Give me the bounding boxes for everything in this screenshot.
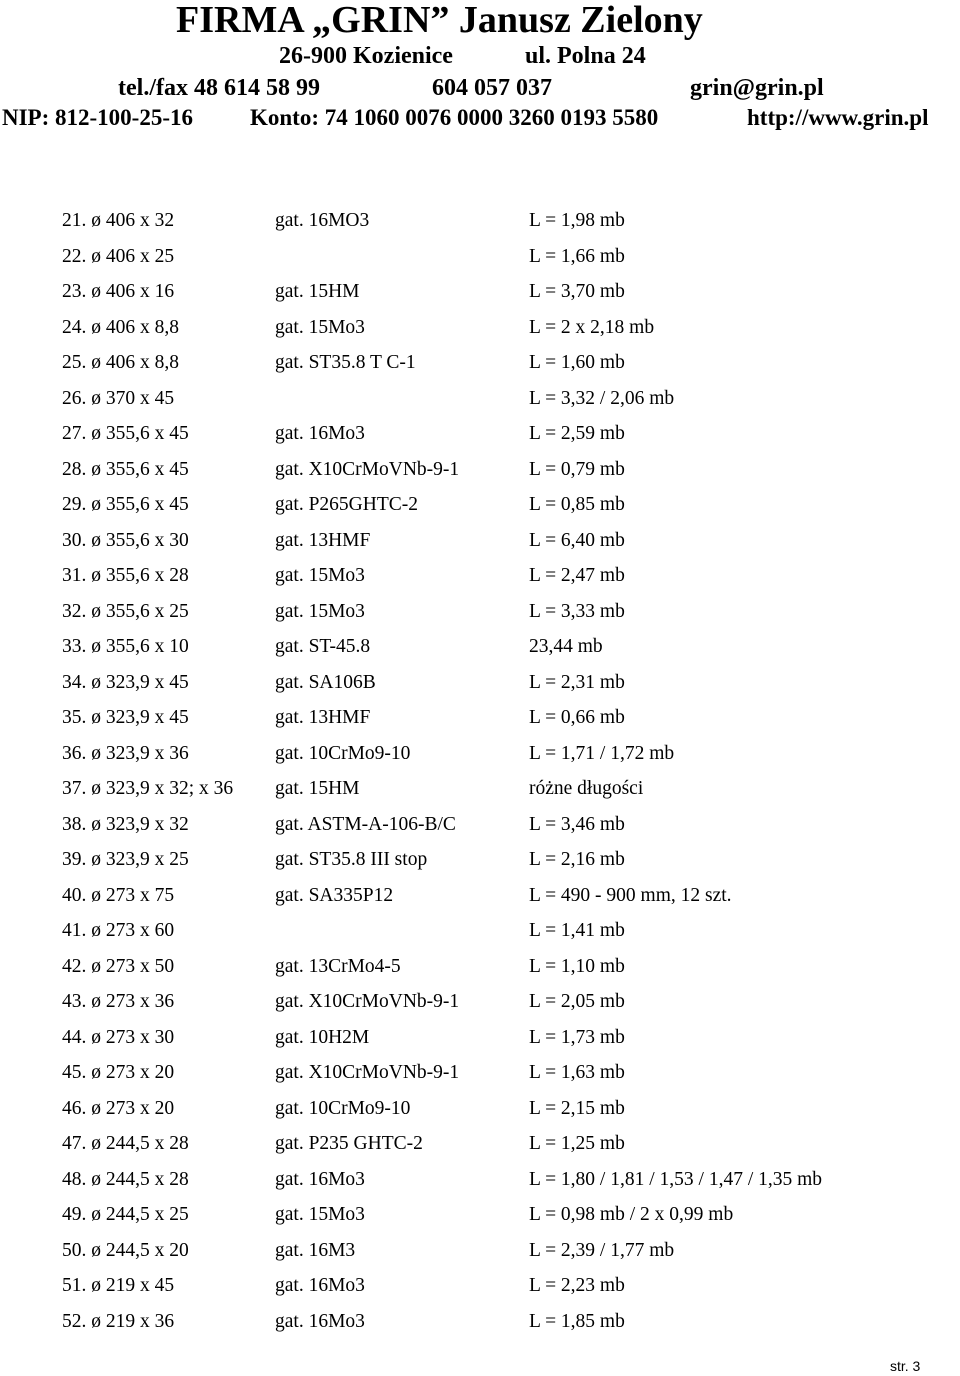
item-grade: gat. 16Mo3 [275, 1310, 365, 1332]
item-number: 48. [62, 1168, 87, 1190]
item-size: ø 355,6 x 45 [91, 423, 189, 444]
item-size: ø 323,9 x 25 [91, 849, 189, 870]
address-street: ul. Polna 24 [525, 43, 646, 69]
item-size: ø 406 x 32 [91, 210, 175, 231]
item-size: ø 219 x 36 [91, 1310, 175, 1332]
item-length: L = 1,25 mb [529, 1133, 625, 1154]
item-length: L = 2,15 mb [529, 1097, 625, 1119]
item-grade: gat. 10H2M [275, 1026, 370, 1048]
item-number: 27. [62, 423, 87, 444]
item-number: 39. [62, 849, 87, 870]
item-length: L = 2,47 mb [529, 565, 625, 586]
item-grade: gat. ST-45.8 [275, 636, 371, 657]
item-length: L = 1,98 mb [529, 210, 625, 231]
list-item [0, 1057, 960, 1093]
item-number: 21. [62, 210, 87, 231]
item-number: 47. [62, 1133, 87, 1154]
item-number: 31. [62, 565, 87, 586]
list-item [0, 631, 960, 667]
list-item [0, 951, 960, 987]
item-number: 52. [62, 1310, 87, 1332]
address-postcode: 26-900 Kozienice [279, 43, 453, 69]
list-item [0, 1270, 960, 1306]
item-length: L = 1,71 / 1,72 mb [529, 742, 675, 764]
item-grade: gat. 16Mo3 [275, 1275, 365, 1296]
item-length: L = 3,33 mb [529, 600, 625, 622]
item-number: 51. [62, 1275, 87, 1296]
item-length: L = 2,05 mb [529, 991, 625, 1012]
item-number: 40. [62, 884, 87, 906]
list-item [0, 915, 960, 951]
item-size: ø 244,5 x 25 [91, 1204, 189, 1225]
item-number-size [62, 1133, 189, 1155]
item-number-size [62, 814, 189, 836]
item-length: L = 3,32 / 2,06 mb [529, 387, 675, 409]
list-item [0, 205, 960, 241]
page-number: str. 3 [890, 1358, 921, 1374]
item-number-size [62, 317, 179, 339]
item-length: L = 3,46 mb [529, 813, 625, 835]
item-grade: gat. X10CrMoVNb-9-1 [275, 458, 460, 480]
item-length: L = 1,60 mb [529, 352, 625, 373]
company-name: FIRMA „GRIN” Janusz Zielony [176, 0, 703, 41]
item-number: 29. [62, 494, 87, 515]
item-size: ø 273 x 50 [91, 955, 175, 977]
item-grade: gat. 13CrMo4-5 [275, 955, 401, 977]
item-length: L = 0,85 mb [529, 494, 625, 515]
item-size: ø 406 x 8,8 [91, 352, 179, 373]
item-length: L = 2 x 2,18 mb [529, 316, 655, 338]
list-item [0, 1235, 960, 1271]
item-number: 45. [62, 1062, 87, 1083]
item-size: ø 219 x 45 [91, 1275, 175, 1296]
item-number-size [62, 707, 189, 729]
item-grade: gat. 15HM [275, 778, 360, 799]
item-number-size [62, 1240, 189, 1262]
item-number-size [62, 778, 233, 800]
item-number: 24. [62, 316, 87, 338]
item-size: ø 273 x 36 [91, 991, 175, 1012]
item-number: 35. [62, 707, 87, 728]
item-length: L = 0,98 mb / 2 x 0,99 mb [529, 1204, 734, 1225]
item-number-size [62, 210, 174, 232]
item-length: różne długości [529, 778, 644, 799]
item-grade: gat. 16Mo3 [275, 423, 365, 444]
item-size: ø 355,6 x 25 [91, 600, 189, 622]
item-number-size [62, 1275, 174, 1297]
item-number: 36. [62, 742, 87, 764]
item-grade: gat. 13HMF [275, 529, 371, 551]
item-grade: gat. P265GHTC-2 [275, 494, 418, 515]
item-size: ø 323,9 x 36 [91, 742, 189, 764]
item-length: L = 2,39 / 1,77 mb [529, 1239, 675, 1261]
item-size: ø 273 x 30 [91, 1026, 175, 1048]
item-size: ø 244,5 x 28 [91, 1168, 189, 1190]
item-number-size [62, 494, 189, 516]
item-number-size [62, 1098, 174, 1120]
item-grade: gat. 15Mo3 [275, 1204, 365, 1225]
item-length: L = 6,40 mb [529, 529, 625, 551]
list-item [0, 525, 960, 561]
list-item [0, 1022, 960, 1058]
item-number: 43. [62, 991, 87, 1012]
item-length: L = 2,31 mb [529, 671, 625, 693]
item-number-size [62, 885, 174, 907]
item-grade: gat. X10CrMoVNb-9-1 [275, 991, 460, 1012]
item-length: L = 2,23 mb [529, 1275, 625, 1296]
list-item [0, 418, 960, 454]
contact-line [0, 75, 960, 107]
email-link[interactable]: grin@grin.pl [690, 75, 824, 101]
nip-number: NIP: 812-100-25-16 [2, 105, 193, 130]
item-length: 23,44 mb [529, 636, 603, 657]
list-item [0, 844, 960, 880]
item-grade: gat. 16MO3 [275, 210, 370, 231]
item-number-size [62, 920, 174, 942]
item-number: 25. [62, 352, 87, 373]
item-size: ø 323,9 x 32; x 36 [91, 778, 234, 799]
item-length: L = 3,70 mb [529, 281, 625, 302]
mobile-phone: 604 057 037 [432, 75, 552, 101]
item-number: 50. [62, 1239, 87, 1261]
item-grade: gat. 10CrMo9-10 [275, 742, 411, 764]
list-item [0, 1164, 960, 1200]
item-number-size [62, 672, 189, 694]
item-size: ø 323,9 x 45 [91, 707, 189, 728]
item-size: ø 244,5 x 28 [91, 1133, 189, 1154]
list-item [0, 560, 960, 596]
item-number-size [62, 388, 174, 410]
item-grade: gat. ST35.8 III stop [275, 849, 428, 870]
item-number: 38. [62, 813, 87, 835]
address-line [0, 43, 960, 75]
item-grade: gat. 15Mo3 [275, 316, 365, 338]
list-item [0, 986, 960, 1022]
item-number: 44. [62, 1026, 87, 1048]
item-number: 41. [62, 920, 87, 941]
item-size: ø 406 x 8,8 [91, 316, 179, 338]
list-item [0, 241, 960, 277]
item-number-size [62, 565, 189, 587]
item-length: L = 2,16 mb [529, 849, 625, 870]
item-size: ø 323,9 x 45 [91, 671, 189, 693]
list-item [0, 667, 960, 703]
item-number-size [62, 1204, 189, 1226]
item-number-size [62, 1169, 189, 1191]
item-number-size [62, 1311, 174, 1333]
item-length: L = 1,10 mb [529, 955, 625, 977]
item-number-size [62, 636, 189, 658]
item-number-size [62, 352, 179, 374]
list-item [0, 1199, 960, 1235]
pipe-list [0, 205, 960, 1341]
website-link[interactable]: http://www.grin.pl [747, 105, 929, 130]
item-number: 42. [62, 955, 87, 977]
item-number: 34. [62, 671, 87, 693]
item-size: ø 355,6 x 45 [91, 494, 189, 515]
item-length: L = 0,79 mb [529, 458, 625, 480]
item-number: 46. [62, 1097, 87, 1119]
list-item [0, 1093, 960, 1129]
item-number-size [62, 246, 174, 268]
list-item [0, 738, 960, 774]
item-size: ø 406 x 16 [91, 281, 175, 302]
item-number: 28. [62, 458, 87, 480]
item-number: 30. [62, 529, 87, 551]
item-size: ø 355,6 x 30 [91, 529, 189, 551]
item-number-size [62, 459, 189, 481]
item-number: 26. [62, 387, 87, 409]
item-number-size [62, 530, 189, 552]
item-size: ø 273 x 20 [91, 1062, 175, 1083]
item-length: L = 1,85 mb [529, 1310, 625, 1332]
item-grade: gat. 16Mo3 [275, 1168, 365, 1190]
item-number-size [62, 1062, 174, 1084]
item-grade: gat. SA106B [275, 671, 376, 693]
item-length: L = 0,66 mb [529, 707, 625, 728]
item-grade: gat. 16M3 [275, 1239, 356, 1261]
item-number-size [62, 991, 174, 1013]
item-length: L = 1,63 mb [529, 1062, 625, 1083]
item-grade: gat. 10CrMo9-10 [275, 1097, 411, 1119]
list-item [0, 773, 960, 809]
item-number: 49. [62, 1204, 87, 1225]
list-item [0, 383, 960, 419]
item-length: L = 1,66 mb [529, 245, 625, 267]
phone-fax: tel./fax 48 614 58 99 [118, 75, 320, 101]
item-number-size [62, 281, 174, 303]
item-size: ø 273 x 75 [91, 884, 175, 906]
item-grade: gat. P235 GHTC-2 [275, 1133, 423, 1154]
item-number-size [62, 423, 189, 445]
item-size: ø 244,5 x 20 [91, 1239, 189, 1261]
item-number: 32. [62, 600, 87, 622]
item-number: 37. [62, 778, 87, 799]
list-item [0, 312, 960, 348]
item-grade: gat. 15Mo3 [275, 600, 365, 622]
list-item [0, 880, 960, 916]
item-grade: gat. ST35.8 T C-1 [275, 352, 416, 373]
item-length: L = 1,73 mb [529, 1026, 625, 1048]
item-size: ø 273 x 60 [91, 920, 175, 941]
tax-bank-line [0, 105, 960, 137]
list-item [0, 454, 960, 490]
list-item [0, 276, 960, 312]
item-size: ø 323,9 x 32 [91, 813, 189, 835]
item-length: L = 1,41 mb [529, 920, 625, 941]
list-item [0, 596, 960, 632]
item-number: 22. [62, 245, 87, 267]
item-grade: gat. 15Mo3 [275, 565, 365, 586]
item-grade: gat. 13HMF [275, 707, 371, 728]
item-number: 23. [62, 281, 87, 302]
item-grade: gat. 15HM [275, 281, 360, 302]
item-number-size [62, 1027, 174, 1049]
item-number-size [62, 956, 174, 978]
item-grade: gat. SA335P12 [275, 884, 394, 906]
item-size: ø 370 x 45 [91, 387, 175, 409]
company-name-line [0, 0, 960, 42]
item-size: ø 355,6 x 45 [91, 458, 189, 480]
list-item [0, 347, 960, 383]
item-size: ø 273 x 20 [91, 1097, 175, 1119]
item-number-size [62, 601, 189, 623]
item-length: L = 2,59 mb [529, 423, 625, 444]
item-number-size [62, 849, 189, 871]
list-item [0, 809, 960, 845]
bank-account: Konto: 74 1060 0076 0000 3260 0193 5580 [250, 105, 659, 130]
item-grade: gat. ASTM-A-106-B/C [275, 813, 456, 835]
item-length: L = 490 - 900 mm, 12 szt. [529, 884, 732, 906]
item-grade: gat. X10CrMoVNb-9-1 [275, 1062, 460, 1083]
item-length: L = 1,80 / 1,81 / 1,53 / 1,47 / 1,35 mb [529, 1168, 823, 1190]
item-number: 33. [62, 636, 87, 657]
list-item [0, 1128, 960, 1164]
item-size: ø 355,6 x 28 [91, 565, 189, 586]
item-number-size [62, 743, 189, 765]
list-item [0, 1306, 960, 1342]
list-item [0, 489, 960, 525]
item-size: ø 355,6 x 10 [91, 636, 189, 657]
list-item [0, 702, 960, 738]
item-size: ø 406 x 25 [91, 245, 175, 267]
